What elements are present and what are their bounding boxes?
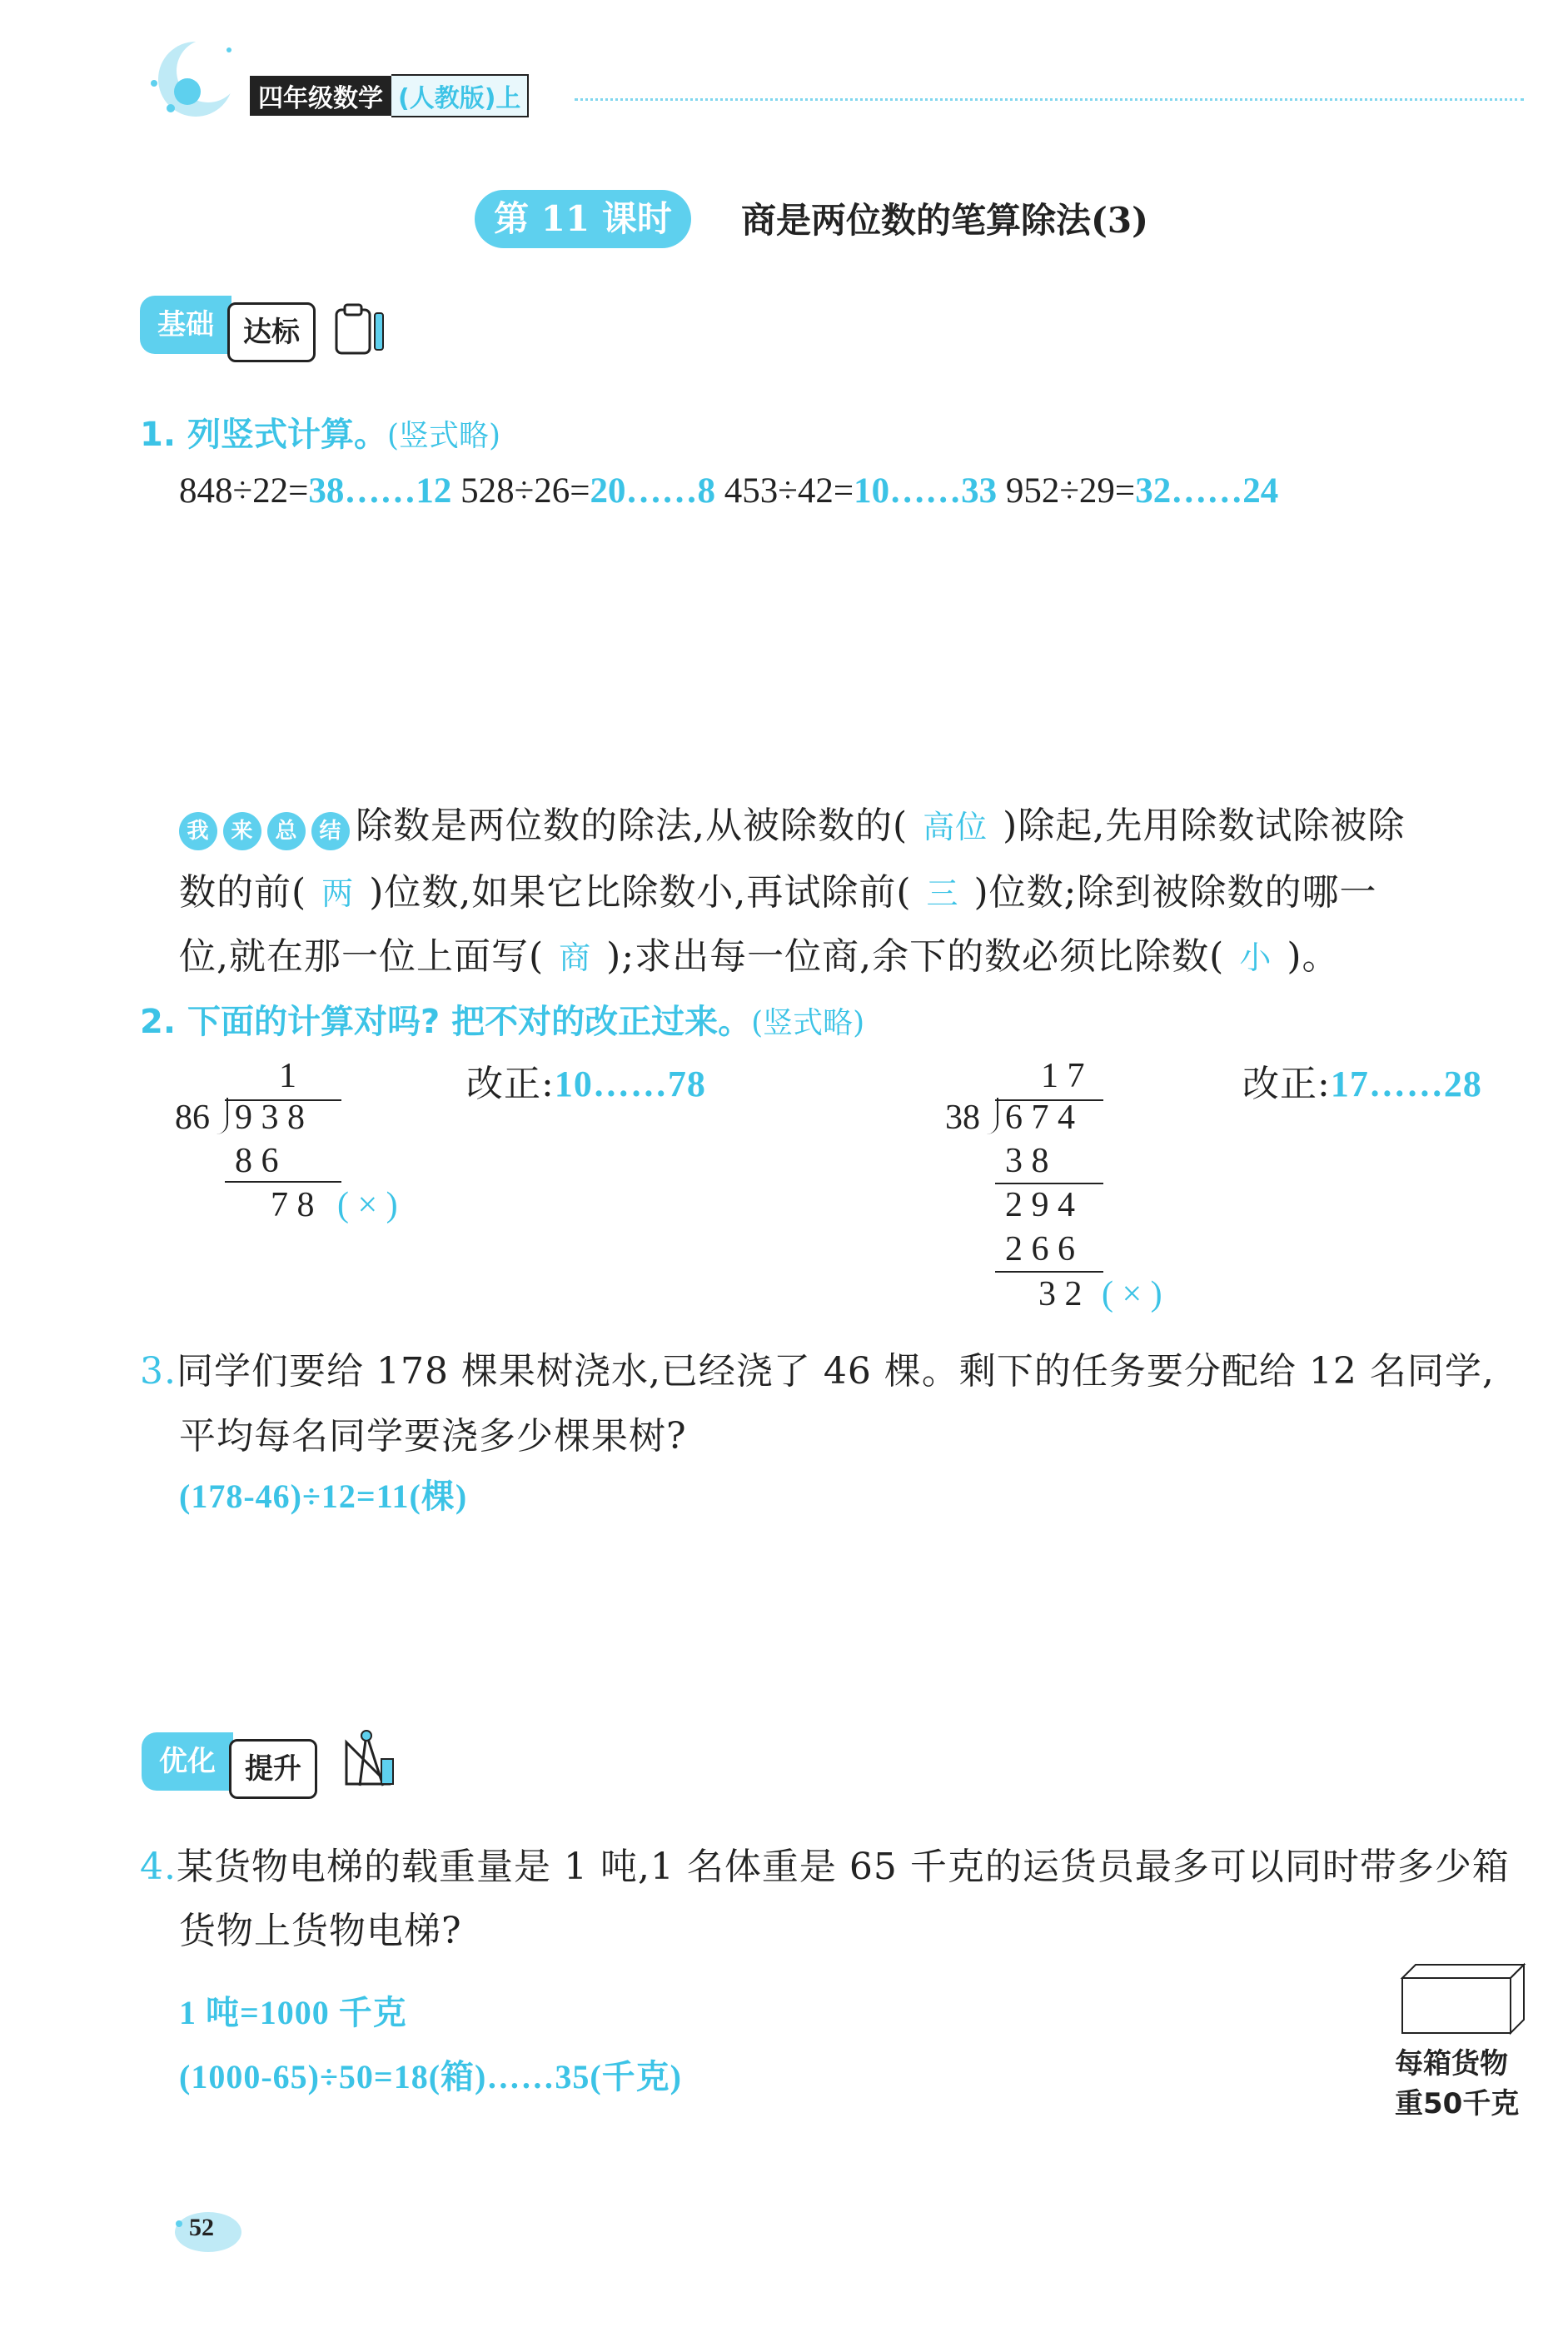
summary-text-1: 除数是两位数的除法,从被除数的( [356,805,908,847]
q1-title [140,408,500,456]
q4-answer-1: 1 吨=1000 千克 [179,1994,407,2031]
summary-line-1 [179,795,1405,850]
section-basic-tag-b: 达标 [227,302,316,362]
q4-text-1: 某货物电梯的载重量是 1 吨,1 名体重是 65 千克的运货员最多可以同时带多少箱 [176,1846,1510,1888]
summary-text-2: )除起,先用除数试除被除 [1003,805,1406,847]
cargo-box-figure [1391,1961,1532,2036]
summary-text-8: )。 [1287,935,1340,978]
q2-right-judge: ( × ) [1102,1275,1162,1313]
section-advanced-tag-b: 提升 [229,1739,317,1799]
q2-right-fix-label: 改正: [1242,1063,1331,1105]
section-advanced-tag [142,1732,316,1801]
q3-text-1: 同学们要给 178 棵果树浇水,已经浇了 46 棵。剩下的任务要分配给 12 名同学, [176,1350,1495,1393]
summary-line-2 [179,862,1377,915]
q2-left-bracket-side [217,1098,228,1134]
header-edition: (人教版)上 [391,74,529,117]
cargo-box-label-1: 每箱货物 [1395,2047,1508,2080]
header-divider [575,98,1524,101]
q2-left-fix-label: 改正: [466,1063,555,1105]
q2-left-judge: ( × ) [337,1186,398,1224]
q3-line-2 [179,1406,687,1459]
q3-answer: (178-46)÷12=11(棵) [179,1477,468,1515]
q1-answer-4: 32……24 [1135,471,1279,511]
q2-right-fix-answer: 17……28 [1330,1064,1482,1104]
summary-blank-2: 两 [321,875,355,912]
cargo-box-label-2: 重50千克 [1395,2087,1520,2120]
q1-items [179,471,1278,511]
q2-left-dividend: 9 3 8 [235,1099,305,1137]
cargo-box-icon [1391,1961,1532,2036]
q2-right-step2: 2 9 4 [1005,1186,1075,1224]
summary-badge-2: 来 [223,812,261,850]
q1-expr-1: 848÷22= [179,471,309,511]
summary-badges [179,805,356,847]
q1-answer-1: 38……12 [308,471,452,511]
header-logo [137,33,241,125]
q2-left-divisor: 86 [175,1099,210,1137]
q2-left-fix [466,1054,706,1107]
summary-badge-1: 我 [179,812,217,850]
summary-blank-5: 小 [1239,939,1272,976]
q2-left-quotient: 1 [279,1057,296,1095]
q2-title [140,995,864,1043]
section-advanced-tag-a: 优化 [142,1732,233,1791]
summary-blank-1: 高位 [923,809,988,845]
summary-text-4: )位数,如果它比除数小,再试除前( [369,871,912,914]
q1-note: (竖式略) [386,419,501,453]
q1-expr-2: 528÷26= [460,471,590,511]
summary-text-6: 位,就在那一位上面写( [179,935,545,978]
header-grade: 四年级数学 [250,76,391,116]
q2-left-rule [225,1181,341,1183]
page-number-badge [171,2199,246,2257]
q2-right-step1: 3 8 [1005,1142,1049,1180]
lesson-tag: 第 11 课时 [475,190,691,248]
q2-left-remainder: 7 8 [271,1186,315,1224]
summary-line-3 [179,926,1340,979]
page-number: 52 [189,2214,214,2241]
q3-line-1 [140,1341,1495,1394]
q3-number: 3. [140,1350,177,1393]
q1-answer-3: 10……33 [854,471,998,511]
lesson-title: 商是两位数的笔算除法(3) [741,200,1148,241]
compass-ruler-icon [341,1726,404,1796]
q2-right-dividend: 6 7 4 [1005,1099,1075,1137]
summary-text-5: )位数;除到被除数的哪一 [973,871,1377,914]
q4-text-2: 货物上货物电梯? [179,1910,462,1952]
clipboard-icon [333,301,391,363]
q2-note: (竖式略) [751,1006,865,1040]
q1-expr-4: 952÷29= [1005,471,1136,511]
summary-text-7: );求出每一位商,余下的数必须比除数( [606,935,1225,978]
q4-number: 4. [140,1846,177,1888]
moon-girl-icon [137,33,241,125]
q2-right-bracket-side [987,1098,998,1134]
section-basic-tag-a: 基础 [140,296,231,354]
summary-text-3: 数的前( [179,871,307,914]
summary-badge-3: 总 [267,812,306,850]
summary-blank-3: 三 [926,875,959,912]
q1-answer-2: 20……8 [590,471,715,511]
q2-left-step1: 8 6 [235,1142,279,1180]
summary-blank-4: 商 [559,939,592,976]
q4-line-2 [179,1901,462,1954]
q3-text-2: 平均每名同学要浇多少棵果树? [179,1415,687,1458]
q2-right-rule-1 [995,1183,1103,1184]
q2-title-text: 2. 下面的计算对吗? 把不对的改正过来。 [140,1003,752,1041]
q2-right-division [945,1056,1228,1339]
q1-title-text: 1. 列竖式计算。 [140,416,387,454]
q1-expr-3: 453÷42= [724,471,854,511]
q2-right-fix [1242,1054,1482,1107]
header-bar [250,79,529,112]
q2-right-rule-2 [995,1271,1103,1273]
q2-left-fix-answer: 10……78 [554,1064,706,1104]
q2-right-step3: 2 6 6 [1005,1230,1075,1268]
q4-answer-2: (1000-65)÷50=18(箱)……35(千克) [179,2058,682,2095]
q2-right-divisor: 38 [945,1099,980,1137]
q2-left-division [175,1056,441,1248]
section-basic-tag [140,296,315,364]
q4-line-1 [140,1836,1510,1890]
summary-badge-4: 结 [311,812,350,850]
q2-right-remainder: 3 2 [1038,1275,1083,1313]
q2-right-quotient: 1 7 [1041,1057,1085,1095]
